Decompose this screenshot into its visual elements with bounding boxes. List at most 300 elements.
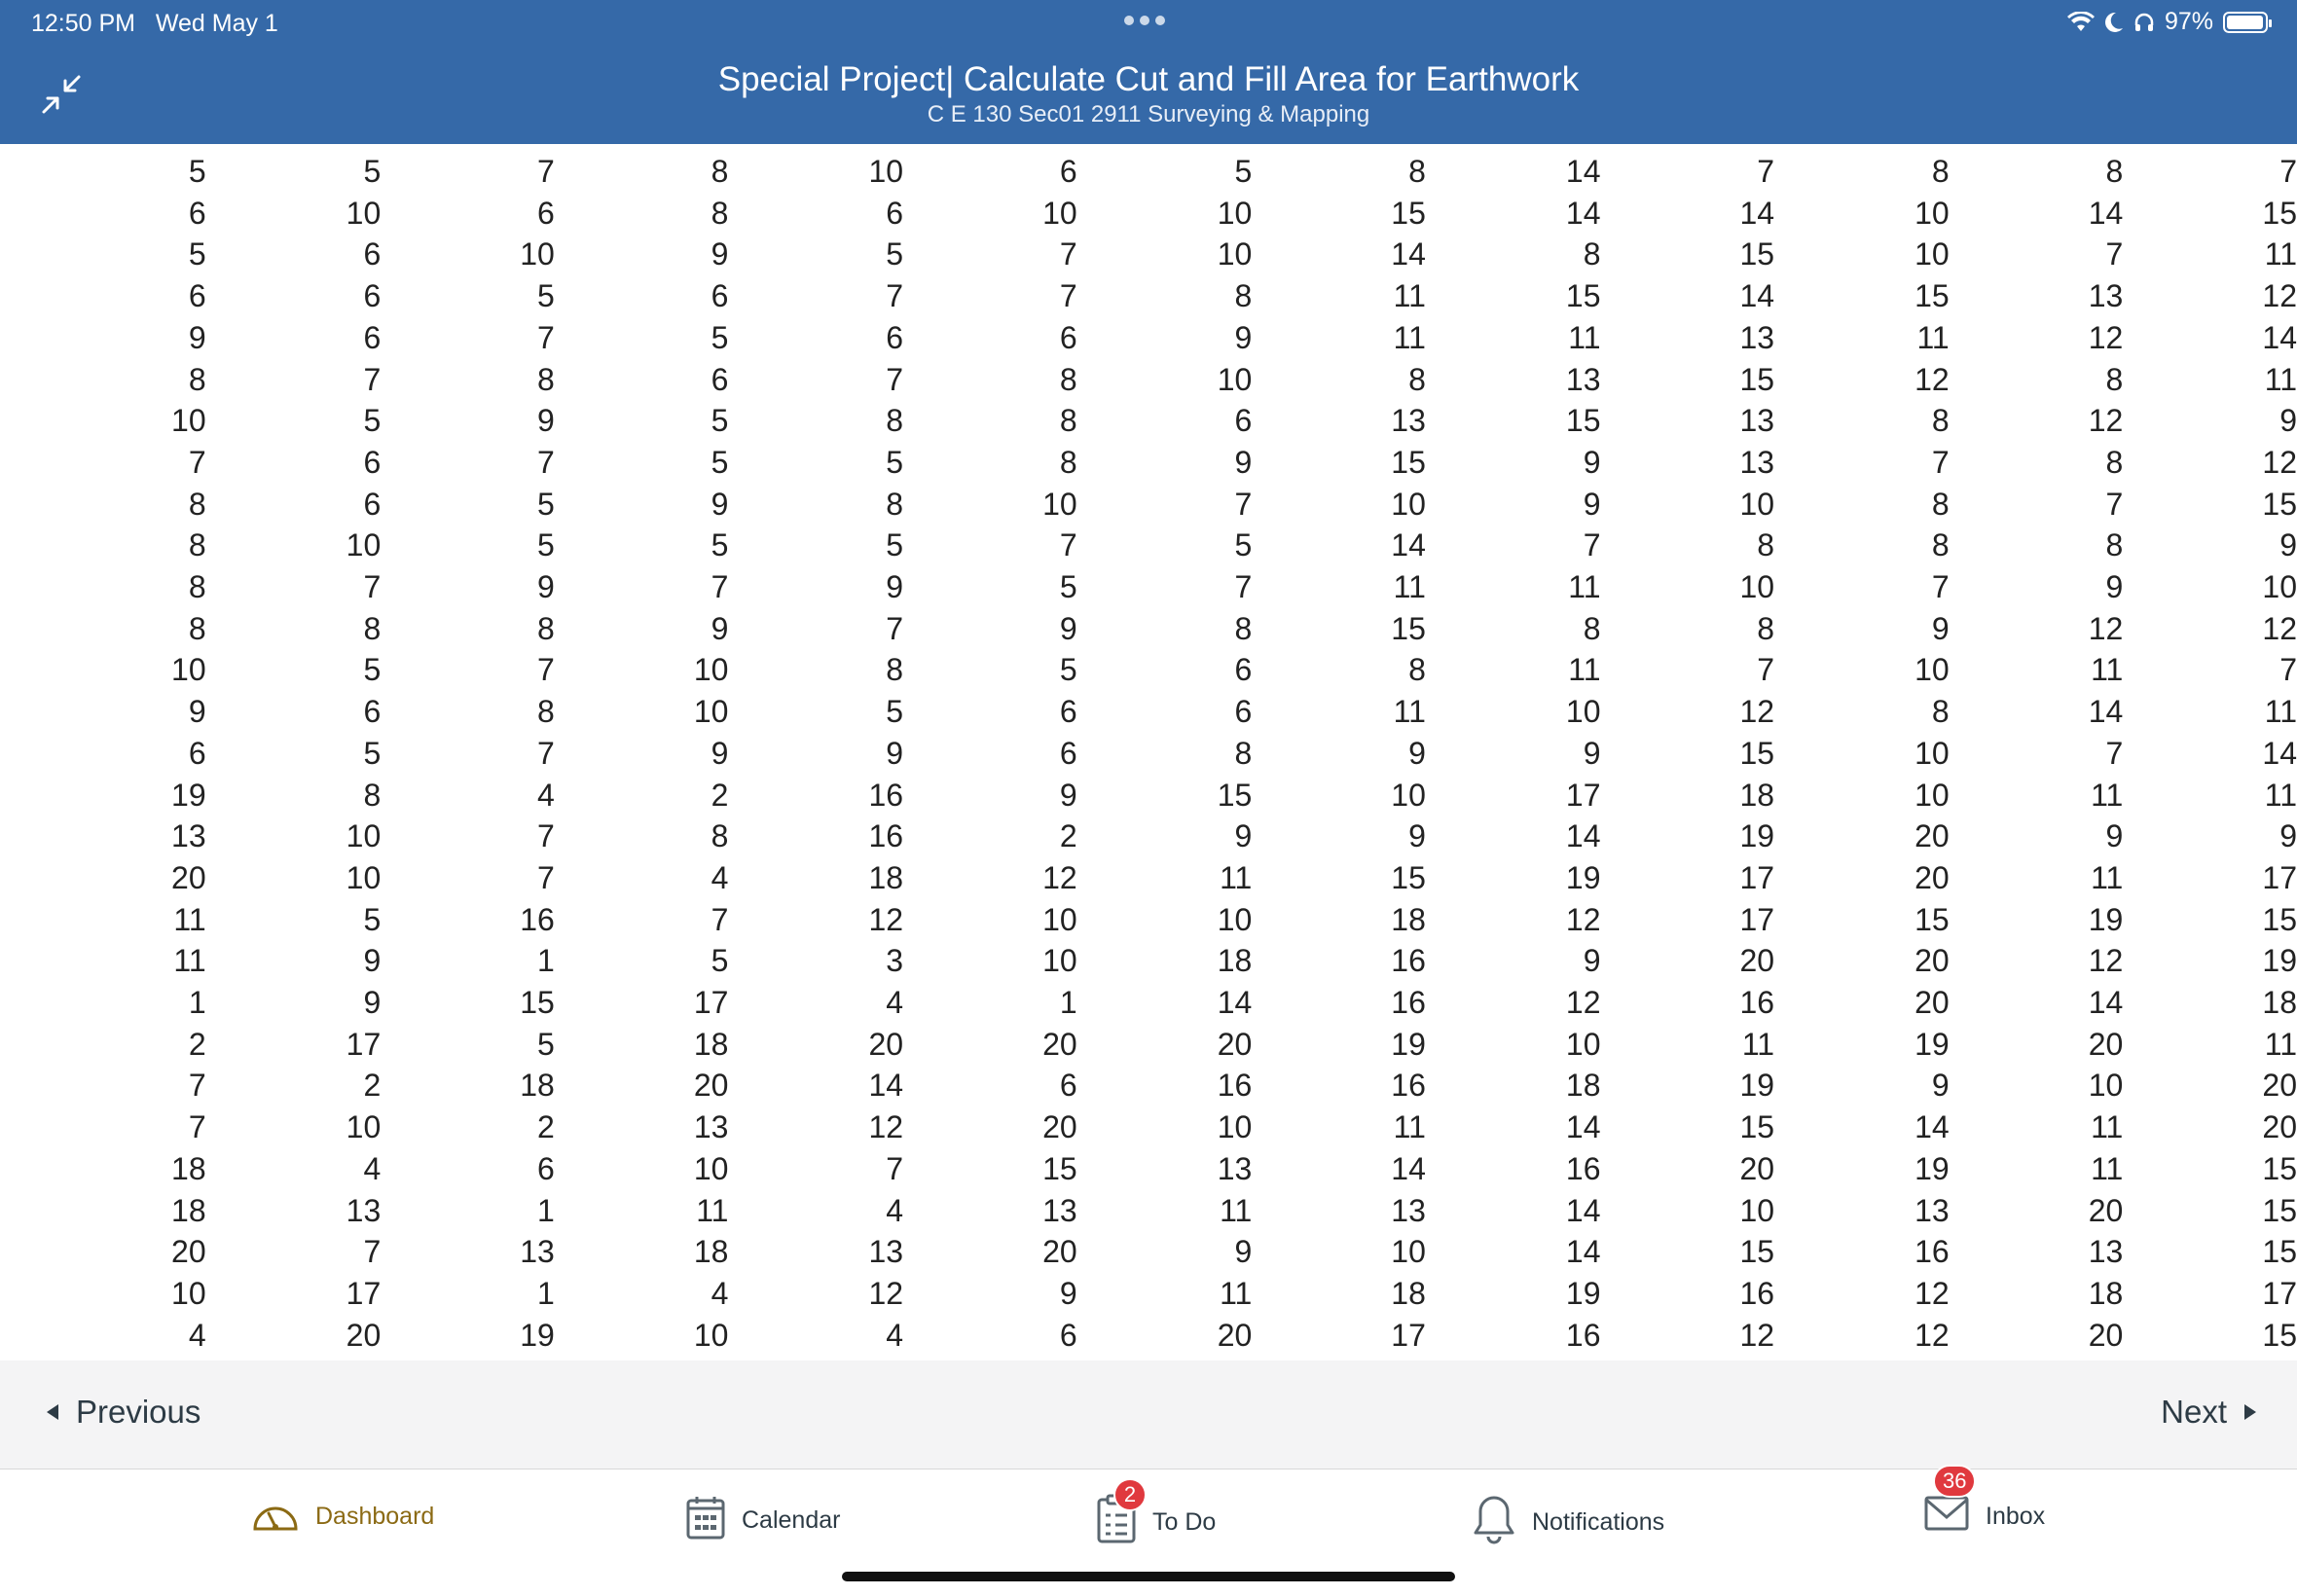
table-cell: 18 bbox=[1391, 1275, 1426, 1311]
table-cell: 14 bbox=[1914, 1109, 1950, 1145]
table-cell: 19 bbox=[1565, 859, 1601, 895]
table-cell: 16 bbox=[1217, 1068, 1253, 1104]
table-cell: 6 bbox=[188, 195, 206, 231]
caret-left-icon bbox=[47, 1404, 58, 1420]
table-cell: 2 bbox=[537, 1109, 555, 1145]
table-cell: 15 bbox=[1914, 901, 1950, 937]
table-cell: 20 bbox=[1739, 1150, 1775, 1186]
table-cell: 7 bbox=[1583, 527, 1601, 563]
table-cell: 7 bbox=[537, 154, 555, 189]
table-cell: 11 bbox=[2264, 236, 2297, 272]
table-cell: 6 bbox=[1059, 1317, 1077, 1353]
table-cell: 10 bbox=[1739, 486, 1775, 522]
table-cell: 8 bbox=[2105, 154, 2124, 189]
multitasking-dots-icon[interactable] bbox=[1124, 16, 1165, 25]
table-cell: 12 bbox=[868, 1109, 904, 1145]
table-cell: 7 bbox=[1931, 444, 1950, 480]
table-cell: 14 bbox=[1565, 1192, 1601, 1228]
table-cell: 8 bbox=[537, 361, 555, 397]
table-cell: 17 bbox=[1739, 859, 1775, 895]
table-cell: 10 bbox=[2262, 569, 2297, 605]
previous-label: Previous bbox=[76, 1394, 201, 1430]
table-cell: 10 bbox=[171, 403, 206, 439]
table-cell: 13 bbox=[1042, 1192, 1077, 1228]
table-cell: 14 bbox=[1565, 1234, 1601, 1270]
table-cell: 16 bbox=[1565, 1317, 1601, 1353]
todo-icon bbox=[1096, 1482, 1137, 1551]
table-row bbox=[0, 733, 2297, 775]
table-cell: 16 bbox=[1565, 1150, 1601, 1186]
table-cell: 12 bbox=[2262, 444, 2297, 480]
table-row bbox=[0, 442, 2297, 484]
todo-badge: 2 bbox=[1113, 1478, 1147, 1511]
table-cell: 19 bbox=[1914, 1150, 1950, 1186]
table-cell: 2 bbox=[188, 1026, 206, 1062]
table-cell: 20 bbox=[868, 1026, 904, 1062]
table-cell: 13 bbox=[1739, 444, 1775, 480]
table-cell: 19 bbox=[1739, 818, 1775, 854]
table-cell: 15 bbox=[1391, 444, 1426, 480]
table-row bbox=[0, 691, 2297, 733]
table-cell: 7 bbox=[1757, 154, 1775, 189]
tab-inbox[interactable] bbox=[1923, 1469, 2046, 1540]
table-cell: 19 bbox=[1391, 1026, 1426, 1062]
table-cell: 7 bbox=[188, 444, 206, 480]
table-row bbox=[0, 775, 2297, 816]
table-row bbox=[0, 1024, 2297, 1066]
table-cell: 12 bbox=[2088, 319, 2124, 355]
table-cell: 15 bbox=[2262, 1150, 2297, 1186]
table-cell: 10 bbox=[2088, 1068, 2124, 1104]
table-cell: 6 bbox=[886, 319, 904, 355]
table-cell: 11 bbox=[1393, 569, 1426, 605]
table-cell: 7 bbox=[363, 569, 382, 605]
table-cell: 11 bbox=[1568, 319, 1601, 355]
table-cell: 16 bbox=[1739, 985, 1775, 1021]
table-cell: 5 bbox=[363, 901, 382, 937]
table-cell: 20 bbox=[1217, 1026, 1253, 1062]
table-cell: 18 bbox=[1217, 943, 1253, 979]
table-cell: 5 bbox=[537, 278, 555, 314]
inbox-badge: 36 bbox=[1933, 1465, 1976, 1498]
table-cell: 8 bbox=[1931, 403, 1950, 439]
table-cell: 17 bbox=[1391, 1317, 1426, 1353]
table-cell: 8 bbox=[1931, 486, 1950, 522]
table-row bbox=[0, 234, 2297, 275]
table-cell: 15 bbox=[2262, 486, 2297, 522]
table-cell: 9 bbox=[1059, 777, 1077, 813]
table-cell: 10 bbox=[1914, 735, 1950, 771]
table-cell: 4 bbox=[886, 1192, 904, 1228]
table-cell: 16 bbox=[1914, 1234, 1950, 1270]
status-bar-right bbox=[2067, 8, 2268, 36]
table-cell: 9 bbox=[2105, 818, 2124, 854]
calendar-icon bbox=[685, 1494, 726, 1547]
table-cell: 12 bbox=[868, 1275, 904, 1311]
table-cell: 8 bbox=[1234, 735, 1253, 771]
table-cell: 8 bbox=[1931, 694, 1950, 730]
table-cell: 9 bbox=[188, 694, 206, 730]
table-cell: 10 bbox=[1565, 1026, 1601, 1062]
table-cell: 18 bbox=[2088, 1275, 2124, 1311]
table-cell: 10 bbox=[346, 195, 382, 231]
table-cell: 6 bbox=[1234, 403, 1253, 439]
table-cell: 11 bbox=[173, 901, 206, 937]
table-cell: 5 bbox=[363, 735, 382, 771]
table-cell: 13 bbox=[2088, 1234, 2124, 1270]
table-cell: 10 bbox=[1565, 694, 1601, 730]
table-cell: 20 bbox=[1042, 1109, 1077, 1145]
table-cell: 10 bbox=[1217, 901, 1253, 937]
table-cell: 1 bbox=[537, 1192, 555, 1228]
battery-percent: 97% bbox=[2164, 8, 2213, 35]
table-row bbox=[0, 649, 2297, 691]
table-cell: 20 bbox=[693, 1068, 729, 1104]
table-cell: 8 bbox=[1583, 236, 1601, 272]
table-cell: 4 bbox=[188, 1317, 206, 1353]
table-cell: 16 bbox=[868, 818, 904, 854]
header-bar bbox=[0, 0, 2297, 144]
table-cell: 11 bbox=[2091, 1150, 2124, 1186]
table-cell: 6 bbox=[1059, 735, 1077, 771]
table-cell: 8 bbox=[886, 403, 904, 439]
table-cell: 10 bbox=[1217, 236, 1253, 272]
table-cell: 4 bbox=[711, 859, 729, 895]
table-cell: 9 bbox=[1583, 486, 1601, 522]
table-cell: 10 bbox=[346, 1109, 382, 1145]
table-cell: 9 bbox=[711, 735, 729, 771]
table-cell: 8 bbox=[2105, 444, 2124, 480]
table-cell: 9 bbox=[711, 486, 729, 522]
table-cell: 5 bbox=[886, 527, 904, 563]
table-cell: 6 bbox=[363, 278, 382, 314]
table-cell: 16 bbox=[1391, 943, 1426, 979]
table-cell: 20 bbox=[2262, 1109, 2297, 1145]
table-cell: 14 bbox=[1565, 1109, 1601, 1145]
table-cell: 8 bbox=[2105, 361, 2124, 397]
table-cell: 18 bbox=[171, 1150, 206, 1186]
table-cell: 17 bbox=[1739, 901, 1775, 937]
table-cell: 14 bbox=[2262, 735, 2297, 771]
table-cell: 9 bbox=[711, 236, 729, 272]
table-cell: 15 bbox=[1739, 735, 1775, 771]
table-cell: 11 bbox=[2091, 1109, 2124, 1145]
table-row bbox=[0, 317, 2297, 359]
table-cell: 12 bbox=[2088, 610, 2124, 646]
bell-icon bbox=[1472, 1494, 1516, 1551]
status-time: 12:50 PM bbox=[31, 10, 136, 37]
table-cell: 11 bbox=[1393, 694, 1426, 730]
table-cell: 6 bbox=[363, 444, 382, 480]
table-cell: 5 bbox=[537, 486, 555, 522]
table-cell: 19 bbox=[171, 777, 206, 813]
table-cell: 5 bbox=[711, 943, 729, 979]
table-cell: 7 bbox=[188, 1109, 206, 1145]
table-cell: 7 bbox=[2279, 154, 2297, 189]
table-cell: 11 bbox=[1393, 278, 1426, 314]
table-cell: 20 bbox=[2088, 1317, 2124, 1353]
table-cell: 16 bbox=[1739, 1275, 1775, 1311]
table-cell: 5 bbox=[363, 154, 382, 189]
table-cell: 7 bbox=[1234, 486, 1253, 522]
table-cell: 11 bbox=[2264, 361, 2297, 397]
table-cell: 13 bbox=[1391, 403, 1426, 439]
table-cell: 11 bbox=[1568, 652, 1601, 688]
tab-notifications[interactable] bbox=[1472, 1494, 1664, 1551]
table-cell: 7 bbox=[2105, 236, 2124, 272]
table-cell: 15 bbox=[1565, 278, 1601, 314]
table-cell: 10 bbox=[1391, 486, 1426, 522]
table-cell: 20 bbox=[1914, 943, 1950, 979]
table-cell: 8 bbox=[711, 154, 729, 189]
table-row bbox=[0, 151, 2297, 193]
table-cell: 9 bbox=[886, 735, 904, 771]
pagination-bar bbox=[0, 1360, 2297, 1469]
table-cell: 16 bbox=[1391, 985, 1426, 1021]
table-cell: 7 bbox=[363, 361, 382, 397]
table-cell: 15 bbox=[2262, 195, 2297, 231]
table-row bbox=[0, 608, 2297, 650]
table-cell: 11 bbox=[1220, 1275, 1253, 1311]
table-cell: 15 bbox=[2262, 901, 2297, 937]
table-cell: 15 bbox=[2262, 1234, 2297, 1270]
table-cell: 11 bbox=[1393, 1109, 1426, 1145]
table-cell: 9 bbox=[1408, 735, 1426, 771]
inbox-icon bbox=[1923, 1469, 1970, 1540]
table-cell: 11 bbox=[2091, 777, 2124, 813]
table-cell: 19 bbox=[1565, 1275, 1601, 1311]
table-cell: 18 bbox=[693, 1026, 729, 1062]
table-cell: 20 bbox=[1739, 943, 1775, 979]
table-cell: 9 bbox=[1583, 735, 1601, 771]
table-cell: 15 bbox=[1391, 610, 1426, 646]
table-cell: 5 bbox=[1234, 527, 1253, 563]
table-cell: 9 bbox=[1059, 610, 1077, 646]
table-cell: 14 bbox=[1391, 527, 1426, 563]
tab-label: To Do bbox=[1152, 1508, 1217, 1536]
table-cell: 18 bbox=[693, 1234, 729, 1270]
table-cell: 9 bbox=[2105, 569, 2124, 605]
table-cell: 12 bbox=[1739, 694, 1775, 730]
table-cell: 17 bbox=[346, 1026, 382, 1062]
wifi-icon bbox=[2067, 12, 2095, 33]
table-cell: 9 bbox=[1234, 444, 1253, 480]
table-cell: 9 bbox=[363, 943, 382, 979]
table-cell: 7 bbox=[537, 319, 555, 355]
table-cell: 13 bbox=[1739, 319, 1775, 355]
table-cell: 7 bbox=[886, 1150, 904, 1186]
table-cell: 1 bbox=[537, 1275, 555, 1311]
table-cell: 11 bbox=[1741, 1026, 1775, 1062]
status-bar-time bbox=[31, 10, 278, 38]
table-cell: 10 bbox=[1739, 1192, 1775, 1228]
table-cell: 13 bbox=[520, 1234, 555, 1270]
table-cell: 11 bbox=[2264, 1026, 2297, 1062]
table-cell: 7 bbox=[2105, 735, 2124, 771]
table-cell: 7 bbox=[537, 818, 555, 854]
next-label: Next bbox=[2161, 1394, 2227, 1430]
table-cell: 15 bbox=[1391, 195, 1426, 231]
table-cell: 20 bbox=[346, 1317, 382, 1353]
table-cell: 10 bbox=[171, 652, 206, 688]
table-cell: 4 bbox=[363, 1150, 382, 1186]
table-cell: 18 bbox=[520, 1068, 555, 1104]
table-cell: 4 bbox=[537, 777, 555, 813]
table-cell: 13 bbox=[1217, 1150, 1253, 1186]
table-cell: 6 bbox=[188, 278, 206, 314]
table-cell: 6 bbox=[188, 735, 206, 771]
table-cell: 14 bbox=[868, 1068, 904, 1104]
table-cell: 13 bbox=[868, 1234, 904, 1270]
table-cell: 7 bbox=[1931, 569, 1950, 605]
table-cell: 15 bbox=[1739, 361, 1775, 397]
table-cell: 8 bbox=[188, 569, 206, 605]
table-cell: 19 bbox=[2262, 943, 2297, 979]
table-cell: 11 bbox=[1220, 1192, 1253, 1228]
table-cell: 6 bbox=[363, 319, 382, 355]
table-cell: 13 bbox=[346, 1192, 382, 1228]
table-cell: 11 bbox=[2264, 694, 2297, 730]
table-cell: 5 bbox=[1234, 154, 1253, 189]
table-cell: 8 bbox=[886, 486, 904, 522]
table-cell: 8 bbox=[188, 486, 206, 522]
table-cell: 7 bbox=[537, 444, 555, 480]
table-cell: 14 bbox=[1739, 278, 1775, 314]
table-cell: 8 bbox=[363, 777, 382, 813]
table-cell: 7 bbox=[537, 859, 555, 895]
table-cell: 20 bbox=[2088, 1192, 2124, 1228]
table-cell: 10 bbox=[520, 236, 555, 272]
table-cell: 6 bbox=[537, 195, 555, 231]
table-cell: 5 bbox=[188, 236, 206, 272]
table-cell: 10 bbox=[1391, 777, 1426, 813]
table-cell: 6 bbox=[1234, 652, 1253, 688]
table-cell: 9 bbox=[1234, 319, 1253, 355]
table-cell: 8 bbox=[1059, 361, 1077, 397]
table-cell: 19 bbox=[1739, 1068, 1775, 1104]
home-indicator[interactable] bbox=[842, 1572, 1455, 1581]
table-row bbox=[0, 1315, 2297, 1357]
table-cell: 2 bbox=[711, 777, 729, 813]
table-cell: 10 bbox=[1739, 569, 1775, 605]
table-cell: 5 bbox=[711, 444, 729, 480]
table-row bbox=[0, 940, 2297, 982]
table-cell: 10 bbox=[1042, 486, 1077, 522]
table-cell: 15 bbox=[1042, 1150, 1077, 1186]
table-cell: 17 bbox=[1565, 777, 1601, 813]
table-row bbox=[0, 857, 2297, 899]
table-cell: 12 bbox=[2088, 403, 2124, 439]
table-cell: 11 bbox=[1220, 859, 1253, 895]
table-row bbox=[0, 982, 2297, 1024]
table-cell: 20 bbox=[1042, 1234, 1077, 1270]
table-cell: 6 bbox=[886, 195, 904, 231]
table-cell: 20 bbox=[2262, 1068, 2297, 1104]
table-cell: 14 bbox=[1391, 236, 1426, 272]
table-cell: 1 bbox=[1059, 985, 1077, 1021]
table-cell: 4 bbox=[711, 1275, 729, 1311]
table-cell: 14 bbox=[2088, 985, 2124, 1021]
table-cell: 10 bbox=[346, 818, 382, 854]
table-cell: 8 bbox=[711, 818, 729, 854]
next-button[interactable] bbox=[2161, 1394, 2256, 1431]
table-cell: 8 bbox=[188, 610, 206, 646]
table-cell: 20 bbox=[1914, 985, 1950, 1021]
table-cell: 8 bbox=[1408, 652, 1426, 688]
table-cell: 5 bbox=[711, 319, 729, 355]
table-cell: 12 bbox=[1042, 859, 1077, 895]
table-cell: 13 bbox=[1565, 361, 1601, 397]
table-cell: 19 bbox=[520, 1317, 555, 1353]
table-cell: 18 bbox=[1391, 901, 1426, 937]
table-cell: 9 bbox=[1931, 610, 1950, 646]
table-cell: 6 bbox=[363, 236, 382, 272]
table-cell: 7 bbox=[363, 1234, 382, 1270]
table-cell: 10 bbox=[1042, 195, 1077, 231]
table-cell: 10 bbox=[868, 154, 904, 189]
table-cell: 9 bbox=[886, 569, 904, 605]
table-cell: 10 bbox=[693, 1317, 729, 1353]
table-cell: 5 bbox=[886, 236, 904, 272]
tab-todo[interactable] bbox=[1096, 1482, 1217, 1551]
table-cell: 12 bbox=[2262, 610, 2297, 646]
table-cell: 7 bbox=[188, 1068, 206, 1104]
table-cell: 10 bbox=[1042, 901, 1077, 937]
table-row bbox=[0, 1106, 2297, 1148]
table-cell: 20 bbox=[1217, 1317, 1253, 1353]
table-cell: 15 bbox=[1739, 1109, 1775, 1145]
table-row bbox=[0, 484, 2297, 526]
table-cell: 14 bbox=[2088, 694, 2124, 730]
table-cell: 12 bbox=[1565, 901, 1601, 937]
table-cell: 10 bbox=[693, 1150, 729, 1186]
table-cell: 15 bbox=[1914, 278, 1950, 314]
table-cell: 14 bbox=[2088, 195, 2124, 231]
table-cell: 12 bbox=[1565, 985, 1601, 1021]
table-cell: 19 bbox=[1914, 1026, 1950, 1062]
table-cell: 5 bbox=[363, 652, 382, 688]
elevation-data-table bbox=[0, 151, 2297, 1356]
table-cell: 18 bbox=[171, 1192, 206, 1228]
table-cell: 10 bbox=[1914, 652, 1950, 688]
table-cell: 6 bbox=[1234, 694, 1253, 730]
table-cell: 13 bbox=[1914, 1192, 1950, 1228]
table-cell: 16 bbox=[1391, 1068, 1426, 1104]
table-cell: 8 bbox=[1408, 361, 1426, 397]
table-cell: 8 bbox=[1059, 403, 1077, 439]
table-cell: 10 bbox=[1217, 361, 1253, 397]
table-cell: 11 bbox=[2091, 859, 2124, 895]
tab-dashboard[interactable] bbox=[251, 1494, 434, 1540]
table-cell: 7 bbox=[1059, 527, 1077, 563]
tab-calendar[interactable] bbox=[685, 1494, 840, 1547]
table-cell: 12 bbox=[1914, 1275, 1950, 1311]
table-cell: 8 bbox=[1757, 610, 1775, 646]
headphones-icon bbox=[2133, 12, 2155, 33]
table-cell: 12 bbox=[2088, 943, 2124, 979]
table-cell: 15 bbox=[520, 985, 555, 1021]
table-cell: 13 bbox=[693, 1109, 729, 1145]
table-cell: 14 bbox=[1217, 985, 1253, 1021]
table-cell: 14 bbox=[1739, 195, 1775, 231]
table-cell: 9 bbox=[2279, 818, 2297, 854]
table-cell: 7 bbox=[886, 610, 904, 646]
table-cell: 10 bbox=[1217, 195, 1253, 231]
table-cell: 7 bbox=[1059, 236, 1077, 272]
table-cell: 8 bbox=[1408, 154, 1426, 189]
previous-button[interactable] bbox=[47, 1394, 201, 1431]
table-cell: 8 bbox=[1059, 444, 1077, 480]
